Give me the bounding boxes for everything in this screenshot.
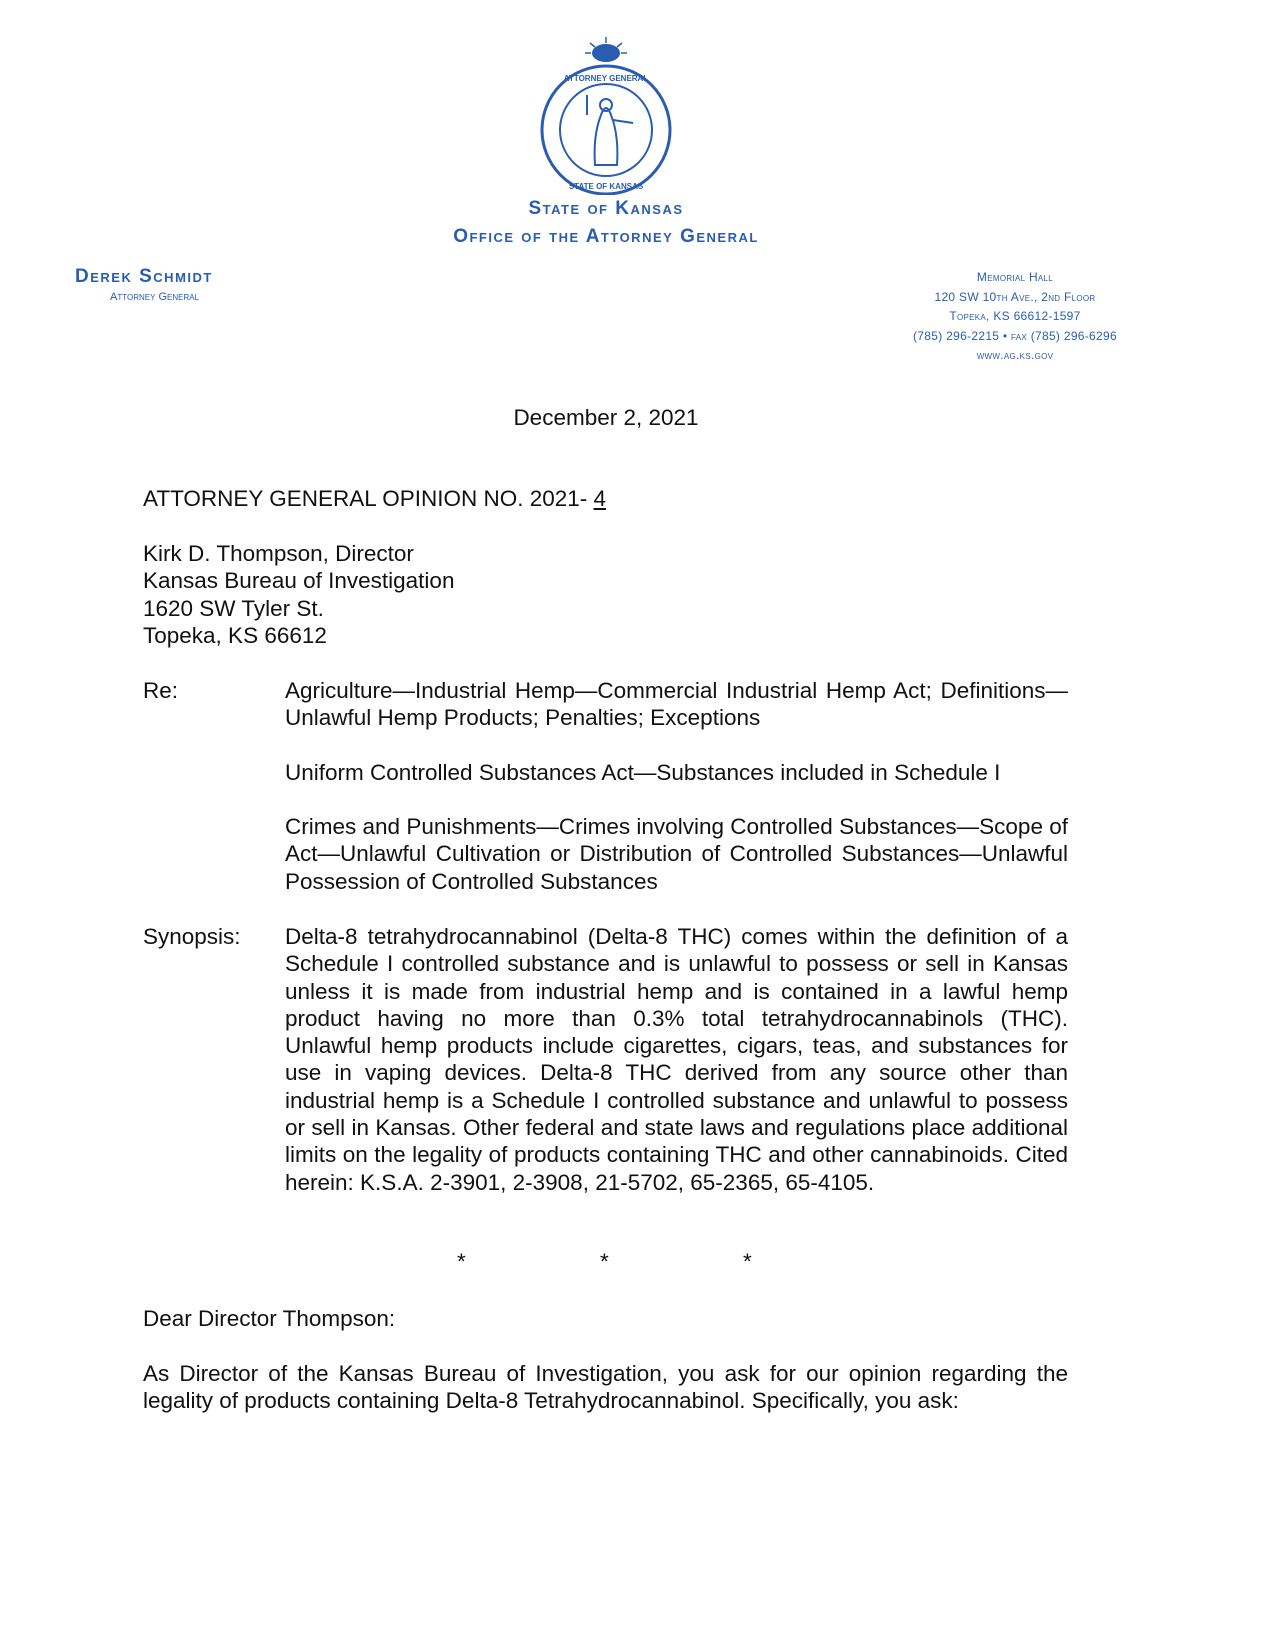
separator-star: *: [600, 1249, 609, 1274]
address-line: Memorial Hall: [976, 270, 1054, 284]
ag-name: Derek Schmidt: [75, 266, 213, 287]
separator-star: *: [457, 1249, 466, 1274]
intro-paragraph: As Director of the Kansas Bureau of Investigation, you ask for our opinion regarding the legality of products containing Delta-8 Tetrahydrocannabinol. Specifically, you ask:: [143, 1361, 1068, 1414]
recipient-line: Kansas Bureau of Investigation: [143, 568, 455, 594]
re-subject-1: Agriculture—Industrial Hemp—Commercial Industrial Hemp Act; Definitions—Unlawful Hemp Products; Penalties; Exceptions: [285, 678, 1068, 731]
office-address: [880, 268, 1150, 366]
opinion-number: [143, 485, 606, 512]
salutation: Dear Director Thompson:: [143, 1306, 396, 1331]
address-line: 120 SW 10th Ave., 2nd Floor: [934, 289, 1096, 304]
ag-title: Attorney General: [110, 291, 200, 303]
recipient-line: Kirk D. Thompson, Director: [143, 541, 414, 566]
letter-date: December 2, 2021: [513, 405, 699, 430]
address-line: Topeka, KS 66612-1597: [949, 309, 1081, 323]
opinion-prefix: ATTORNEY GENERAL OPINION NO. 2021-: [143, 486, 594, 511]
re-subject-2: Uniform Controlled Substances Act—Substances included in Schedule I: [285, 760, 1001, 785]
recipient-address: [143, 540, 454, 649]
letterhead-office: Office of the Attorney General: [453, 226, 759, 247]
synopsis-label: Synopsis:: [143, 924, 241, 949]
svg-text:STATE OF KANSAS: STATE OF KANSAS: [568, 182, 644, 191]
opinion-number-value: 4: [593, 486, 607, 511]
svg-text:ATTORNEY GENERAL: ATTORNEY GENERAL: [563, 74, 649, 83]
recipient-line: Topeka, KS 66612: [143, 622, 327, 648]
recipient-line: 1620 SW Tyler St.: [143, 595, 324, 621]
separator-star: *: [743, 1249, 752, 1274]
letterhead-state: State of Kansas: [528, 198, 684, 219]
re-subject-3: Crimes and Punishments—Crimes involving Controlled Substances—Scope of Act—Unlawful Cultivation or Distribution of Controlled Substances—Unlawful Possession of Controlled Substances: [285, 814, 1068, 894]
re-label: Re:: [143, 678, 179, 703]
attorney-general-seal: [535, 35, 677, 195]
address-line: www.ag.ks.gov: [976, 348, 1054, 362]
address-line: (785) 296-2215 • fax (785) 296-6296: [913, 328, 1117, 343]
synopsis-text: Delta-8 tetrahydrocannabinol (Delta-8 THC) comes within the definition of a Schedule I controlled substance and is unlawful to possess or sell in Kansas unless it is made from industrial hemp and is contained in a lawful hemp product having no more than 0.3% total tetrahydrocannabinols (THC). Unlawful hemp products include cigarettes, cigars, teas, and substances for use in vaping devices. Delta-8 THC derived from any source other than industrial hemp is a Schedule I controlled substance and unlawful to possess or sell in Kansas. Other federal and state laws and regulations place additional limits on the legality of products containing THC and other cannabinoids. Cited herein: K.S.A. 2-3901, 2-3908, 21-5702, 65-2365, 65-4105.: [285, 924, 1068, 1195]
